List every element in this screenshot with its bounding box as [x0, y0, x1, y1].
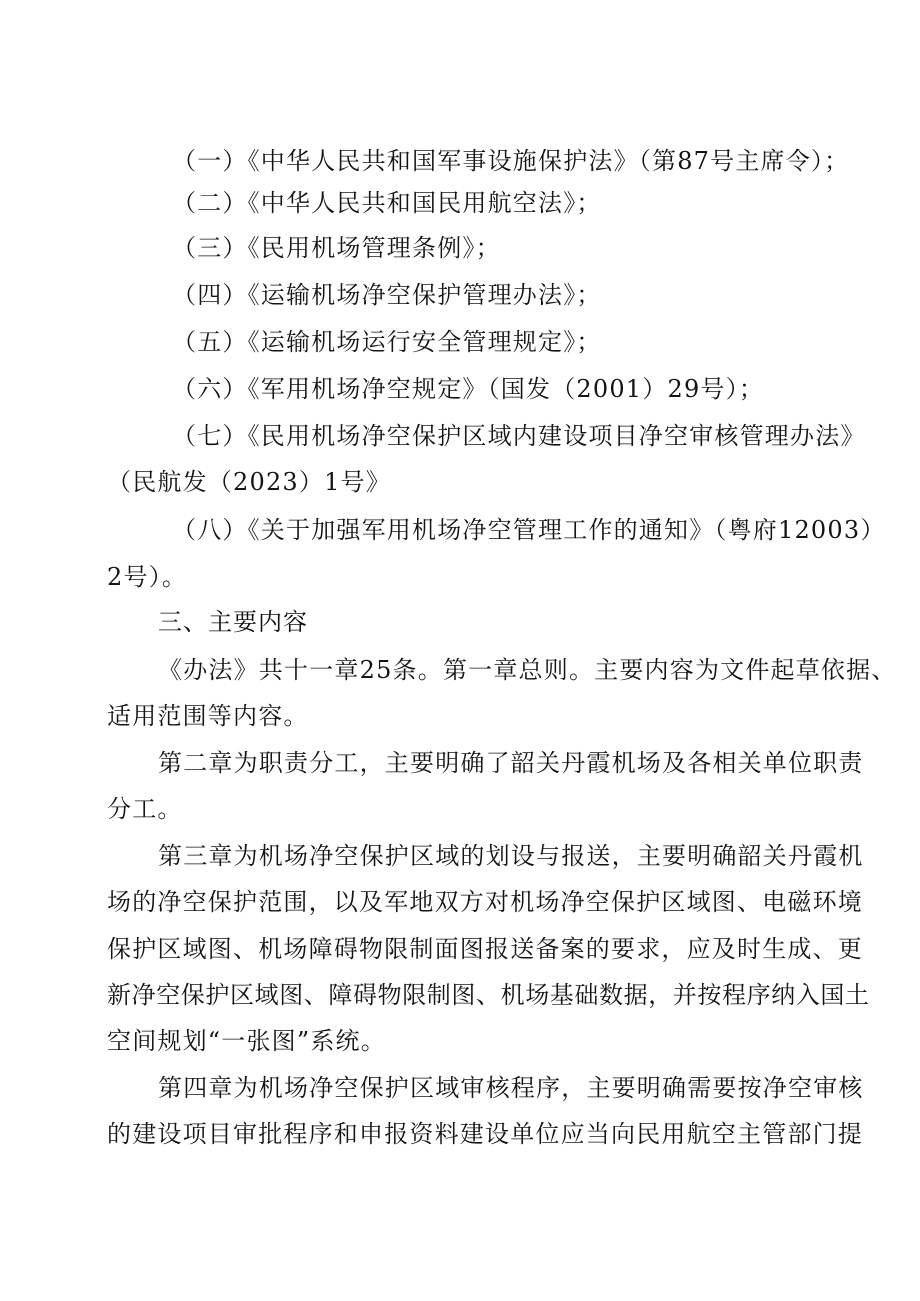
law-item-4: （四）《运输机场净空保护管理办法》； — [172, 281, 602, 309]
paragraph-3-line-1: 第三章为机场净空保护区域的划设与报送，主要明确韶关丹霞机 — [158, 842, 864, 870]
law-item-1: （一）《中华人民共和国军事设施保护法》（第87号主席令）； — [172, 147, 850, 175]
paragraph-4-line-2: 的建设项目审批程序和申报资料建设单位应当向民用航空主管部门提 — [107, 1120, 863, 1148]
section-heading: 三、主要内容 — [158, 608, 308, 636]
paragraph-1-line-2: 适用范围等内容。 — [107, 702, 309, 730]
law-item-6: （六）《军用机场净空规定》（国发（2001）29号）； — [172, 375, 765, 403]
law-item-8-continued: 2号）。 — [107, 563, 188, 591]
law-item-7-continued: （民航发（2023）1号》 — [107, 468, 391, 496]
law-item-2: （二）《中华人民共和国民用航空法》； — [172, 189, 602, 217]
paragraph-4-line-1: 第四章为机场净空保护区域审核程序，主要明确需要按净空审核 — [158, 1074, 864, 1102]
paragraph-3-line-4: 新净空保护区域图、障碍物限制图、机场基础数据，并按程序纳入国土 — [107, 981, 870, 1009]
paragraph-2-line-1: 第二章为职责分工，主要明确了韶关丹霞机场及各相关单位职责 — [158, 749, 864, 777]
law-item-8: （八）《关于加强军用机场净空管理工作的通知》（粤府12003） — [172, 516, 886, 544]
paragraph-1-line-1: 《办法》共十一章25条。第一章总则。主要内容为文件起草依据、 — [158, 656, 897, 684]
paragraph-2-line-2: 分工。 — [107, 795, 183, 823]
paragraph-3-line-3: 保护区域图、机场障碍物限制面图报送备案的要求，应及时生成、更 — [107, 935, 863, 963]
paragraph-3-line-2: 场的净空保护范围，以及军地双方对机场净空保护区域图、电磁环境 — [107, 888, 863, 916]
law-item-3: （三）《民用机场管理条例》； — [172, 234, 501, 262]
law-item-7: （七）《民用机场净空保护区域内建设项目净空审核管理办法》 — [172, 422, 866, 450]
law-item-5: （五）《运输机场运行安全管理规定》； — [172, 328, 602, 356]
paragraph-3-line-5: 空间规划“一张图”系统。 — [107, 1027, 386, 1055]
